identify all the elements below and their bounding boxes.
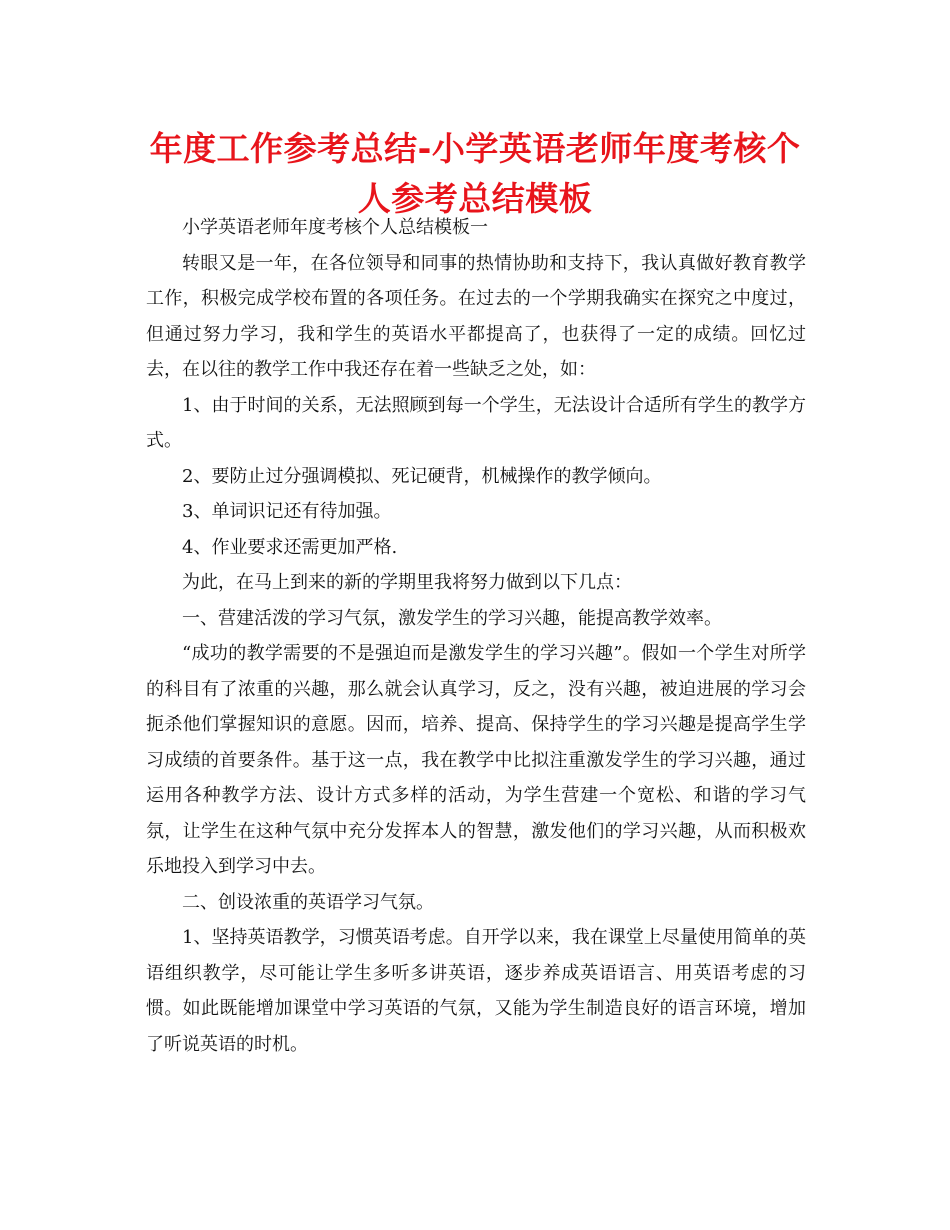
paragraph-section-1-body: “成功的教学需要的不是强迫而是激发学生的学习兴趣”。假如一个学生对所学的科目有了浓重的兴趣，那么就会认真学习，反之，没有兴趣，被迫进展的学习会扼杀他们掌握知识的意愿。因而，培养、提高、保持学生的学习兴趣是提高学生学习成绩的首要条件。基于这一点，我在教学中比拟注重激发学生的学习兴趣，通过运用各种教学方法、设计方式多样的活动，为学生营建一个宽松、和谐的学习气氛，让学生在这种气氛中充分发挥本人的智慧，激发他们的学习兴趣，从而积极欢乐地投入到学习中去。 xyxy=(146,643,806,877)
paragraph-point-3: 3、单词识记还有待加强。 xyxy=(182,501,392,522)
paragraph-subtitle: 小学英语老师年度考核个人总结模板一 xyxy=(182,217,488,238)
document-body xyxy=(146,210,806,1062)
document-title: 年度工作参考总结-小学英语老师年度考核个人参考总结模板 xyxy=(149,129,801,218)
paragraph-intro: 转眼又是一年，在各位领导和同事的热情协助和支持下，我认真做好教育教学工作，积极完成学校布置的各项任务。在过去的一个学期我确实在探究之中度过，但通过努力学习，我和学生的英语水平都提高了，也获得了一定的成绩。回忆过去，在以往的教学工作中我还存在着一些缺乏之处，如： xyxy=(146,252,806,380)
paragraph-section-1-heading: 一、营建活泼的学习气氛，激发学生的学习兴趣，能提高教学效率。 xyxy=(182,607,722,629)
paragraph-point-4: 4、作业要求还需更加严格. xyxy=(182,536,398,558)
paragraph-section-2-body: 1、坚持英语教学，习惯英语考虑。自开学以来，我在课堂上尽量使用简单的英语组织教学，尽可能让学生多听多讲英语，逐步养成英语语言、用英语考虑的习惯。如此既能增加课堂中学习英语的气氛，又能为学生制造良好的语言环境，增加了听说英语的时机。 xyxy=(146,927,806,1055)
paragraph-point-1: 1、由于时间的关系，无法照顾到每一个学生，无法设计合适所有学生的教学方式。 xyxy=(146,394,806,451)
paragraph-section-2-heading: 二、创设浓重的英语学习气氛。 xyxy=(182,891,434,913)
paragraph-plan-intro: 为此，在马上到来的新的学期里我将努力做到以下几点： xyxy=(182,572,632,593)
paragraph-point-2: 2、要防止过分强调模拟、死记硬背，机械操作的教学倾向。 xyxy=(182,465,662,487)
